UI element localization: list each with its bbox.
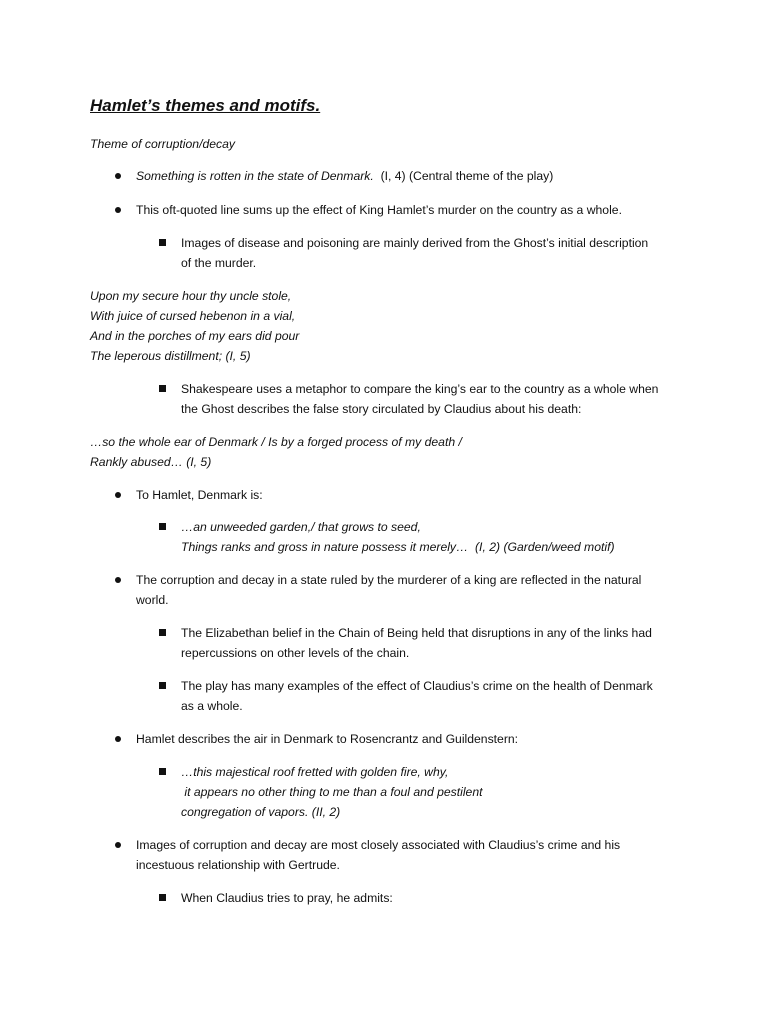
- garden-citation: (I, 2) (Garden/weed motif): [475, 540, 615, 554]
- square-bullet-icon: [159, 629, 166, 636]
- bullet-icon: [115, 842, 121, 848]
- quote-2-line-1: …so the whole ear of Denmark / Is by a forged process of my death /: [90, 435, 462, 449]
- sub-bullet-2-line-1: Shakespeare uses a metaphor to compare the king’s ear to the country as a whole when: [181, 382, 659, 396]
- sub-bullet-4-line-2: repercussions on other levels of the chain.: [181, 646, 410, 660]
- sub-bullet-3-line-2: [181, 539, 615, 555]
- quote-2-line-2: Rankly abused… (I, 5): [90, 455, 212, 469]
- bullet-4-line-1: The corruption and decay in a state ruled by the murderer of a king are reflected in the natural: [136, 573, 642, 587]
- square-bullet-icon: [159, 682, 166, 689]
- bullet-icon: [115, 207, 121, 213]
- bullet-6-line-1: Images of corruption and decay are most closely associated with Claudius’s crime and his: [136, 838, 621, 852]
- sub-bullet-6-line-2: it appears no other thing to me than a foul and pestilent: [181, 785, 483, 799]
- sub-bullet-2-line-2: the Ghost describes the false story circulated by Claudius about his death:: [181, 402, 582, 416]
- bullet-4-line-2: world.: [136, 593, 169, 607]
- garden-quote: Things ranks and gross in nature possess it merely…: [181, 540, 469, 554]
- bullet-icon: [115, 736, 121, 742]
- sub-bullet-6-line-1: …this majestical roof fretted with golden fire, why,: [181, 765, 449, 779]
- quote-1-line-1: Upon my secure hour thy uncle stole,: [90, 289, 292, 303]
- bullet-icon: [115, 173, 121, 179]
- quote-1-line-4: The leperous distillment; (I, 5): [90, 349, 251, 363]
- sub-bullet-4-line-1: The Elizabethan belief in the Chain of Being held that disruptions in any of the links had: [181, 626, 652, 640]
- rotten-quote-citation: (I, 4) (Central theme of the play): [380, 169, 554, 183]
- bullet-icon: [115, 577, 121, 583]
- bullet-2: This oft-quoted line sums up the effect of King Hamlet’s murder on the country as a whole.: [136, 203, 622, 217]
- sub-bullet-1-line-1: Images of disease and poisoning are mainly derived from the Ghost’s initial description: [181, 236, 649, 250]
- bullet-5: Hamlet describes the air in Denmark to Rosencrantz and Guildenstern:: [136, 732, 519, 746]
- square-bullet-icon: [159, 523, 166, 530]
- square-bullet-icon: [159, 768, 166, 775]
- sub-bullet-5-line-2: as a whole.: [181, 699, 243, 713]
- square-bullet-icon: [159, 894, 166, 901]
- quote-1-line-3: And in the porches of my ears did pour: [90, 329, 300, 343]
- sub-bullet-7: When Claudius tries to pray, he admits:: [181, 891, 393, 905]
- sub-bullet-6-line-3: congregation of vapors. (II, 2): [181, 805, 341, 819]
- page-title: Hamlet’s themes and motifs.: [90, 96, 321, 115]
- bullet-6-line-2: incestuous relationship with Gertrude.: [136, 858, 340, 872]
- rotten-quote: Something is rotten in the state of Denmark.: [136, 169, 374, 183]
- sub-bullet-5-line-1: The play has many examples of the effect of Claudius’s crime on the health of Denmark: [181, 679, 653, 693]
- bullet-icon: [115, 492, 121, 498]
- section-heading: Theme of corruption/decay: [90, 137, 235, 151]
- bullet-3: To Hamlet, Denmark is:: [136, 488, 263, 502]
- sub-bullet-1-line-2: of the murder.: [181, 256, 257, 270]
- bullet-1: [136, 168, 553, 184]
- quote-1-line-2: With juice of cursed hebenon in a vial,: [90, 309, 296, 323]
- square-bullet-icon: [159, 385, 166, 392]
- square-bullet-icon: [159, 239, 166, 246]
- sub-bullet-3-line-1: …an unweeded garden,/ that grows to seed,: [181, 520, 421, 534]
